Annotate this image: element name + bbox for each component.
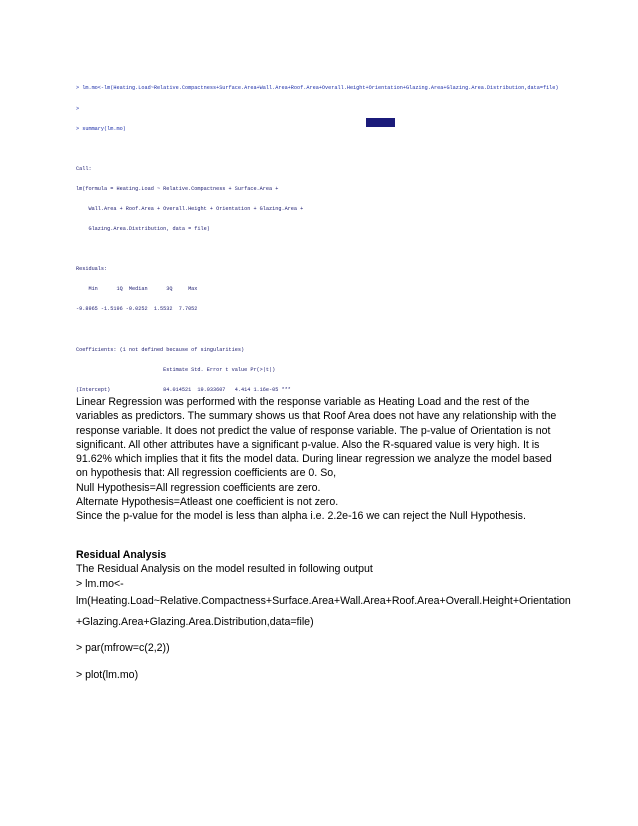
call-label: Call: xyxy=(76,165,92,172)
console-lm-command: > lm.mo<-lm(Heating.Load~Relative.Compactness+Surface.Area+Wall.Area+Roof.Area+Overall.Height+Orientation+Glazing.Area+Glazing.Area.Distribution,data=file) xyxy=(76,85,559,92)
r-console-screenshot xyxy=(76,72,596,392)
coefficient-row: (Intercept) 84.014521 19.033607 4.414 1.16e-05 *** xyxy=(76,386,291,392)
section-heading: Residual Analysis xyxy=(76,549,167,561)
analysis-paragraph xyxy=(76,395,576,524)
paragraph-line: on hypothesis that: All regression coefficients are 0. So, xyxy=(76,467,337,480)
code-line: +Glazing.Area+Glazing.Area.Distribution,data=file) xyxy=(76,616,314,629)
paragraph-line: Alternate Hypothesis=Atleast one coefficient is not zero. xyxy=(76,496,339,509)
code-line: > plot(lm.mo) xyxy=(76,668,139,681)
residuals-values: -9.8965 -1.5196 -0.0252 1.5532 7.7052 xyxy=(76,306,198,313)
code-line: lm(Heating.Load~Relative.Compactness+Surface.Area+Wall.Area+Roof.Area+Overall.Height+Orientation xyxy=(76,594,571,607)
residuals-label: Residuals: xyxy=(76,266,108,273)
residual-analysis-section xyxy=(76,548,576,682)
paragraph-line: Linear Regression was performed with the response variable as Heating Load and the rest of the xyxy=(76,396,530,408)
call-line: Glazing.Area.Distribution, data = file) xyxy=(76,226,210,233)
paragraph-line: Null Hypothesis=All regression coefficients are zero. xyxy=(76,481,321,494)
redaction-box xyxy=(366,118,395,127)
code-line: > par(mfrow=c(2,2)) xyxy=(76,642,170,655)
paragraph-line: Since the p-value for the model is less than alpha i.e. 2.2e-16 we can reject the Null Hypothesis. xyxy=(76,510,526,523)
section-intro: The Residual Analysis on the model resulted in following output xyxy=(76,563,373,576)
paragraph-line: variables as predictors. The summary shows us that Roof Area does not have any relationship with the xyxy=(76,410,557,423)
residuals-header: Min 1Q Median 3Q Max xyxy=(76,286,198,293)
call-line: Wall.Area + Roof.Area + Overall.Height + Orientation + Glazing.Area + xyxy=(76,205,304,212)
coefficients-label: Coefficients: (1 not defined because of singularities) xyxy=(76,346,245,353)
paragraph-line: response variable. It does not predict the value of response variable. The p-value of Orientation is not xyxy=(76,424,551,437)
coefficients-header: Estimate Std. Error t value Pr(>|t|) xyxy=(76,366,276,373)
paragraph-line: significant. All other attributes have a significant p-value. Also the R-squared value is very high. It is xyxy=(76,438,540,451)
console-summary-command: > summary(lm.mo) xyxy=(76,125,126,132)
paragraph-line: 91.62% which implies that it fits the model data. During linear regression we analyze the model based xyxy=(76,453,552,466)
console-prompt: > xyxy=(76,105,80,112)
call-line: lm(formula = Heating.Load ~ Relative.Compactness + Surface.Area + xyxy=(76,185,279,192)
code-line: > lm.mo<- xyxy=(76,577,124,590)
